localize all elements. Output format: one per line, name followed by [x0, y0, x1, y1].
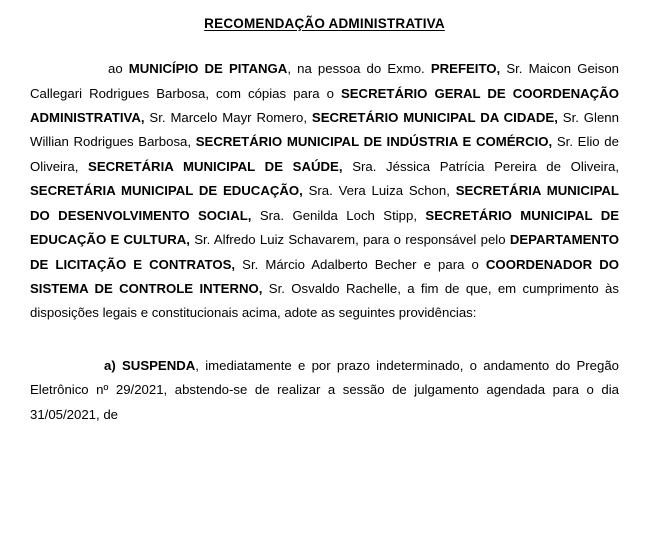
paragraph-gap: [30, 326, 619, 354]
plain-text: ao: [108, 61, 129, 77]
plain-text: Sra. Genilda Loch Stipp,: [251, 207, 426, 223]
emphasized-text: SECRETÁRIA MUNICIPAL DE SAÚDE,: [88, 158, 343, 174]
emphasized-text: a) SUSPENDA: [104, 357, 196, 373]
plain-text: Sr. Alfredo Luiz Schavarem, para o responsável pelo: [189, 232, 510, 248]
document-body: [30, 57, 619, 427]
emphasized-text: PREFEITO,: [430, 61, 501, 77]
emphasized-text: SECRETÁRIO GERAL DE COORDENAÇÃO ADMINISTRATIVA,: [30, 85, 619, 126]
paragraph-item-a: [30, 354, 619, 427]
emphasized-text: SECRETÁRIA MUNICIPAL DE EDUCAÇÃO,: [30, 183, 303, 199]
emphasized-text: DEPARTAMENTO DE LICITAÇÃO E CONTRATOS,: [30, 232, 619, 272]
plain-text: Sr. Osvaldo Rachelle, a fim de que, em cumprimento às disposições legais e constitucionais acima, adote as seguintes providências:: [30, 280, 619, 321]
emphasized-text: COORDENADOR DO SISTEMA DE CONTROLE INTERNO,: [30, 256, 619, 296]
plain-text: Sr. Márcio Adalberto Becher e para o: [235, 256, 486, 272]
emphasized-text: MUNICÍPIO DE PITANGA: [128, 61, 288, 77]
page-title: RECOMENDAÇÃO ADMINISTRATIVA: [204, 16, 445, 31]
plain-text: , imediatamente e por prazo indeterminado, o andamento do Pregão Eletrônico nº 29/2021, abstendo-se de realizar a sessão de julgamento agendada para o dia 31/05/2021, de: [30, 357, 619, 422]
plain-text: Sra. Jéssica Patrícia Pereira de Oliveira,: [342, 158, 619, 174]
plain-text: Sr. Maicon Geison Callegari Rodrigues Barbosa, com cópias para o: [30, 61, 619, 101]
plain-text: , na pessoa do Exmo.: [287, 61, 431, 77]
plain-text: Sr. Elio de Oliveira,: [30, 134, 619, 174]
plain-text: Sr. Glenn Willian Rodrigues Barbosa,: [30, 110, 619, 150]
plain-text: Sra. Vera Luiza Schon,: [302, 183, 456, 199]
emphasized-text: SECRETÁRIO MUNICIPAL DE EDUCAÇÃO E CULTURA,: [30, 207, 620, 248]
emphasized-text: SECRETÁRIA MUNICIPAL DO DESENVOLVIMENTO SOCIAL,: [30, 183, 619, 223]
paragraph-item-a-text: [30, 358, 619, 422]
paragraph-recipients-text: [30, 61, 619, 320]
plain-text: Sr. Marcelo Mayr Romero,: [144, 110, 312, 126]
emphasized-text: SECRETÁRIO MUNICIPAL DA CIDADE,: [311, 110, 558, 126]
paragraph-recipients: [30, 57, 619, 326]
emphasized-text: SECRETÁRIO MUNICIPAL DE INDÚSTRIA E COMÉRCIO,: [195, 134, 553, 150]
